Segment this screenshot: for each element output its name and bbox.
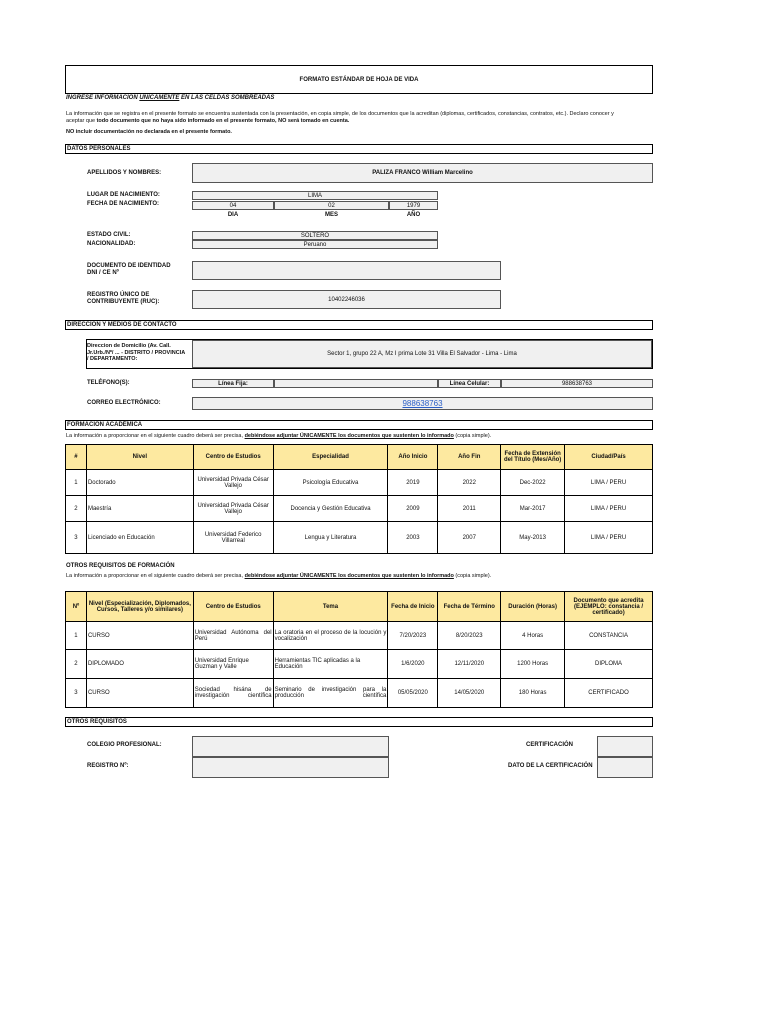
table-row	[66, 679, 653, 708]
training-cell[interactable]: 7/20/2023	[388, 622, 438, 650]
training-header-row	[66, 592, 653, 622]
training-col-level: Nivel (Especialización, Diplomados, Cursos, Talleres y/o similares)	[86, 592, 193, 622]
education-table	[65, 444, 653, 554]
month-caption: MES	[324, 212, 338, 218]
address-label-line-1: Direccion de Domicilio (Av. Call.	[87, 343, 171, 349]
mobile-label: Línea Celular:	[438, 379, 501, 388]
names-field[interactable]: PALIZA FRANCO William Marcelino	[192, 163, 653, 183]
training-cell[interactable]: 3	[66, 679, 87, 708]
education-col-title-date: Fecha de Extensión del Título (Mes/Año)	[501, 445, 565, 470]
table-row	[66, 650, 653, 679]
training-cell[interactable]: 14/05/2020	[438, 679, 501, 708]
mobile-field[interactable]: 988638763	[501, 379, 653, 388]
education-cell[interactable]: 2019	[388, 470, 438, 496]
education-cell[interactable]: LIMA / PERU	[565, 470, 653, 496]
section-other: OTROS REQUISITOS	[65, 717, 653, 727]
form-title: FORMATO ESTÁNDAR DE HOJA DE VIDA	[65, 65, 653, 94]
education-col-city: Ciudad/País	[565, 445, 653, 470]
education-note-a: La información a proporcionar en el siguiente cuadro deberá ser precisa,	[66, 433, 245, 439]
education-cell[interactable]: Dec-2022	[501, 470, 565, 496]
email-label: CORREO ELECTRÓNICO:	[87, 400, 161, 406]
education-header-row	[66, 445, 653, 470]
education-cell[interactable]: Docencia y Gestión Educativa	[273, 496, 388, 522]
training-cell[interactable]: 4 Horas	[501, 622, 565, 650]
dni-label	[87, 263, 171, 277]
section-training: OTROS REQUISITOS DE FORMACIÓN	[66, 563, 175, 569]
registry-field[interactable]	[192, 757, 389, 778]
civil-status-label: ESTADO CIVIL:	[87, 232, 131, 238]
address-label-line-2: Jr.Urb./Nº/ ... - DISTRITO / PROVINCIA	[87, 349, 186, 356]
section-education: FORMACIÓN ACADÉMICA	[65, 420, 653, 430]
training-cell[interactable]: Universidad Enrique Guzman y Valle	[193, 650, 273, 679]
training-cell[interactable]: La oratoria en el proceso de la locución y vocalización	[273, 622, 388, 650]
training-cell[interactable]: 1200 Horas	[501, 650, 565, 679]
email-field[interactable]	[192, 397, 653, 410]
birthplace-label: LUGAR DE NACIMIENTO:	[87, 192, 160, 198]
training-cell[interactable]: CURSO	[86, 679, 193, 708]
table-row	[66, 470, 653, 496]
education-col-center: Centro de Estudios	[193, 445, 273, 470]
nationality-label: NACIONALIDAD:	[87, 241, 136, 247]
landline-label: Línea Fija:	[192, 379, 274, 388]
education-cell[interactable]: LIMA / PERU	[565, 522, 653, 554]
declaration-paragraph	[66, 111, 654, 124]
training-col-duration: Duración (Horas)	[501, 592, 565, 622]
section-personal-data: DATOS PERSONALES	[65, 144, 653, 154]
table-row	[66, 522, 653, 554]
declaration-line-2a: aceptar que	[66, 117, 97, 124]
email-link[interactable]: 988638763	[402, 399, 443, 408]
training-cell[interactable]: Seminario de investigación para la producción científica	[273, 679, 388, 708]
education-cell[interactable]: Mar-2017	[501, 496, 565, 522]
declaration-line-1: La información que se registra en el presente formato se encuentra sustentada con la presentación, en copia simple, de los documentos que la acreditan (diplomas, certificados, constancias, contratos, etc.). Declaro conocer y	[66, 111, 614, 117]
education-note	[66, 433, 491, 439]
table-row	[66, 622, 653, 650]
education-col-level: Nivel	[86, 445, 193, 470]
education-note-c: (copia simple).	[453, 433, 492, 439]
training-col-document: Documento que acredita (EJEMPLO: constancia / certificado)	[565, 592, 653, 622]
birthdate-label: FECHA DE NACIMIENTO:	[87, 201, 159, 207]
education-cell[interactable]: 2022	[438, 470, 501, 496]
no-include-note: NO incluir documentación no declarada en el presente formato.	[66, 129, 232, 135]
training-cell[interactable]: 05/05/2020	[388, 679, 438, 708]
day-caption: DIA	[227, 212, 239, 218]
table-row	[66, 496, 653, 522]
section-contact: DIRECCIÓN Y MEDIOS DE CONTACTO	[65, 320, 653, 330]
training-note-a: La información a proporcionar en el siguiente cuadro deberá ser precisa,	[66, 573, 245, 579]
education-note-b: debiéndose adjuntar ÚNICAMENTE los documentos que sustenten lo informado	[244, 433, 454, 439]
training-col-number: Nº	[66, 592, 87, 622]
training-col-center: Centro de Estudios	[193, 592, 273, 622]
dni-label-line-2: DNI / CE Nº	[87, 270, 119, 276]
dni-field[interactable]	[192, 261, 501, 280]
training-cell[interactable]: 2	[66, 650, 87, 679]
education-cell[interactable]: 2003	[388, 522, 438, 554]
training-cell[interactable]: DIPLOMADO	[86, 650, 193, 679]
education-col-number: #	[66, 445, 87, 470]
training-cell[interactable]: 1/6/2020	[388, 650, 438, 679]
address-field[interactable]: Sector 1, grupo 22 A, Mz I prima Lote 31 Villa El Salvador - Lima - Lima	[192, 340, 652, 368]
education-cell[interactable]: 2	[66, 496, 87, 522]
training-cell[interactable]: Universidad Autónoma del Perú	[193, 622, 273, 650]
training-note	[66, 573, 491, 579]
names-label: APELLIDOS Y NOMBRES:	[87, 170, 162, 176]
training-table	[65, 591, 653, 708]
certification-label: CERTIFICACIÓN	[526, 742, 573, 748]
training-cell[interactable]: 180 Horas	[501, 679, 565, 708]
dni-label-line-1: DOCUMENTO DE IDENTIDAD	[87, 263, 171, 269]
education-cell[interactable]: Licenciado en Educación	[86, 522, 193, 554]
training-cell[interactable]: Herramientas TIC aplicadas a la Educación	[273, 650, 388, 679]
education-cell[interactable]: 1	[66, 470, 87, 496]
education-cell[interactable]: LIMA / PERU	[565, 496, 653, 522]
education-cell[interactable]: 3	[66, 522, 87, 554]
address-label	[87, 343, 185, 363]
education-cell[interactable]: Maestría	[86, 496, 193, 522]
training-col-start-date: Fecha de Inicio	[388, 592, 438, 622]
birthplace-field[interactable]: LIMA	[192, 191, 438, 200]
certification-date-field[interactable]	[597, 757, 653, 778]
education-cell[interactable]: May-2013	[501, 522, 565, 554]
civil-status-field[interactable]: SOLTERO	[192, 231, 438, 240]
training-col-end-date: Fecha de Término	[438, 592, 501, 622]
education-cell[interactable]: 2007	[438, 522, 501, 554]
nationality-field[interactable]: Peruano	[192, 240, 438, 249]
instruction-part-2: ÚNICAMENTE	[139, 95, 180, 101]
address-label-line-3: / DEPARTAMENTO:	[87, 356, 138, 362]
college-label: COLEGIO PROFESIONAL:	[87, 742, 162, 748]
instruction-part-3: EN LAS CELDAS SOMBREADAS	[179, 95, 275, 101]
college-field[interactable]	[192, 736, 389, 757]
instruction-part-1: INGRESE INFORMACIÓN	[66, 95, 140, 101]
training-col-topic: Tema	[273, 592, 388, 622]
training-cell[interactable]: 8/20/2023	[438, 622, 501, 650]
training-cell[interactable]: DIPLOMA	[565, 650, 653, 679]
instruction-line	[66, 95, 274, 101]
ruc-label	[87, 292, 159, 306]
training-cell[interactable]: 12/11/2020	[438, 650, 501, 679]
training-cell[interactable]: CURSO	[86, 622, 193, 650]
birth-year-field[interactable]: 1979	[389, 201, 438, 210]
training-cell[interactable]: CONSTANCIA	[565, 622, 653, 650]
training-note-b: debiéndose adjuntar ÚNICAMENTE los documentos que sustenten lo informado	[244, 573, 454, 579]
ruc-field[interactable]: 10402246036	[192, 290, 501, 309]
education-col-specialty: Especialidad	[273, 445, 388, 470]
certification-field[interactable]	[597, 736, 653, 757]
education-cell[interactable]: 2009	[388, 496, 438, 522]
training-cell[interactable]: Sociedad hisána de investigación científica	[193, 679, 273, 708]
birth-day-field[interactable]: 04	[192, 201, 274, 210]
education-cell[interactable]: Doctorado	[86, 470, 193, 496]
phone-label: TELÉFONO(S):	[87, 380, 130, 386]
education-cell[interactable]: Lengua y Literatura	[273, 522, 388, 554]
education-cell[interactable]: Universidad Privada César Vallejo	[193, 496, 273, 522]
education-cell[interactable]: Universidad Federico Villarreal	[193, 522, 273, 554]
declaration-line-2b: todo documento que no haya sido informado en el presente formato, NO será tomado en cuenta.	[96, 117, 350, 124]
certification-date-label: DATO DE LA CERTIFICACIÓN	[508, 763, 593, 769]
education-cell[interactable]: Psicología Educativa	[273, 470, 388, 496]
education-col-start-year: Año Inicio	[388, 445, 438, 470]
education-cell[interactable]: Universidad Privada César Vallejo	[193, 470, 273, 496]
training-cell[interactable]: CERTIFICADO	[565, 679, 653, 708]
ruc-label-line-2: CONTRIBUYENTE (RUC):	[87, 299, 160, 305]
birth-month-field[interactable]: 02	[274, 201, 389, 210]
landline-field[interactable]	[274, 379, 438, 388]
training-note-c: (copia simple).	[453, 573, 492, 579]
education-cell[interactable]: 2011	[438, 496, 501, 522]
education-col-end-year: Año Fin	[438, 445, 501, 470]
training-cell[interactable]: 1	[66, 622, 87, 650]
year-caption: AÑO	[406, 212, 421, 218]
registry-label: REGISTRO Nº:	[87, 763, 129, 769]
ruc-label-line-1: REGISTRO ÚNICO DE	[87, 292, 150, 298]
